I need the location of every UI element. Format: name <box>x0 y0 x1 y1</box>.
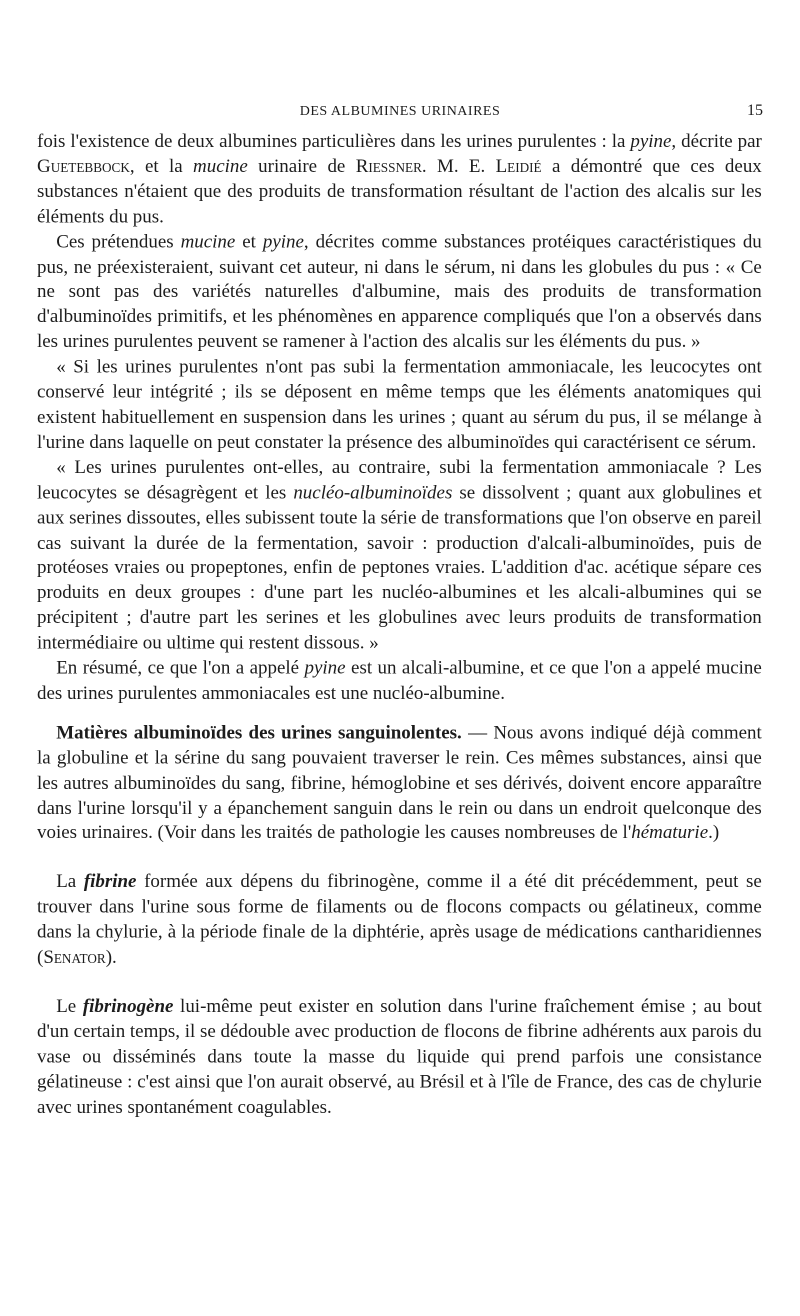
paragraph <box>37 871 762 971</box>
paragraph <box>37 356 762 456</box>
text-run: , décrites comme substances protéiques caractéristiques du pus, ne préexisteraient, suivant cet auteur, ni dans le sérum, ni dans les globules du pus : « Ce ne sont pas des variétés naturelles d'albumine, mais des produits de transformation d'albuminoïdes primitifs, et les phénomènes en apparence compliqués que l'on a observés dans les urines purulentes peuvent se ramener à l'action des alcalis sur les éléments du pus. » <box>37 231 762 353</box>
small-caps-name: Riessner <box>355 156 422 177</box>
running-title: DES ALBUMINES URINAIRES <box>299 104 501 119</box>
body-text <box>37 130 762 1121</box>
text-run: lui-même peut exister en solution dans l'urine fraîchement émise ; au bout d'un certain temps, il se dédouble avec production de flocons de fibrine adhérents aux parois du vase ou disséminés dans toute la masse du liquide qui prend parfois une consistance gélatineuse : c'est ainsi que l'on aurait observé, au Brésil et à l'île de France, des cas de chylurie avec urines spontanément coagulables. <box>37 996 762 1118</box>
bold-italic-term: fibrinogène <box>82 996 174 1017</box>
small-caps-name: Guetebbock <box>37 156 130 177</box>
paragraph <box>37 995 762 1120</box>
bold-heading: Matières albuminoïdes des urines sanguinolentes. <box>56 722 462 744</box>
text-run: Ces prétendues <box>56 231 181 252</box>
text-run: . M. E. <box>421 156 496 177</box>
italic-term: hématurie <box>631 822 709 844</box>
paragraph <box>37 456 762 657</box>
text-run: .) <box>708 822 720 844</box>
italic-term: mucine <box>180 231 236 252</box>
text-run: En résumé, ce que l'on a appelé <box>56 658 305 679</box>
text-run: urinaire de <box>247 156 356 177</box>
italic-term: pyine <box>304 658 346 679</box>
paragraph <box>37 230 762 355</box>
italic-term: pyine <box>630 131 672 152</box>
text-run: a démontré que ces deux substances n'étaient que des produits de transformation résultant de l'action des alcalis sur les éléments du pus. <box>37 156 762 227</box>
bold-italic-term: fibrine <box>83 872 137 893</box>
text-run: « Si les urines purulentes n'ont pas subi la fermentation ammoniacale, les leucocytes ont conservé leur intégrité ; ils se déposent en même temps que les éléments anatomiques qui existent habituellement en suspension dans les urines ; quant au sérum du pus, il se mélange à l'urine dans laquelle on peut constater la présence des albuminoïdes qui caractérisent ce sérum. <box>37 356 762 453</box>
text-run: formée aux dépens du fibrinogène, comme il a été dit précédemment, peut se trouver dans l'urine sous forme de filaments ou de flocons compacts ou gélatineux, comme dans la chylurie, à la période finale de la diphtérie, après usage de médications cantharidiennes ( <box>37 872 762 968</box>
section-paragraph <box>37 721 762 846</box>
running-head <box>37 102 763 126</box>
text-run: « Les urines purulentes ont-elles, au contraire, subi la fermentation ammoniacale ? Les leucocytes se désagrègent et les <box>37 457 762 503</box>
italic-term: pyine <box>262 231 304 252</box>
text-run: est un alcali-albumine, et ce que l'on a appelé mucine des urines purulentes ammoniacales est une nucléo-albumine. <box>37 658 762 704</box>
text-run: — Nous avons indiqué déjà comment la globuline et la sérine du sang pouvaient traverser le rein. Ces mêmes substances, ainsi que les autres albuminoïdes du sang, fibrine, hémoglobine et ses dérivés, doivent encore apparaître dans l'urine lorsqu'il y a épanchement sanguin dans le rein ou dans un endroit quelconque des voies urinaires. (Voir dans les traités de pathologie les causes nombreuses de l' <box>37 722 762 844</box>
text-run: fois l'existence de deux albumines particulières dans les urines purulentes : la <box>37 131 631 152</box>
paragraph <box>37 130 762 230</box>
italic-term: nucléo-albuminoïdes <box>293 482 453 503</box>
text-run: Le <box>56 996 83 1017</box>
text-run: , décrite par <box>671 131 762 152</box>
text-run: , et la <box>129 156 194 177</box>
small-caps-name: Senator <box>43 947 106 968</box>
text-run: La <box>56 872 84 893</box>
text-run: et <box>235 231 263 252</box>
paragraph <box>37 657 762 707</box>
small-caps-name: Leidié <box>495 156 542 177</box>
text-run: se dissolvent ; quant aux globulines et aux serines dissoutes, elles subissent toute la série de transformations que l'on observe en pareil cas suivant la durée de la fermentation, savoir : production d'alcali-albuminoïdes, puis de protéoses vraies ou propeptones, enfin de peptones vraies. L'addition d'ac. acétique sépare ces produits en deux groupes : d'une part les nucléo-albumines et les alcali-albumines qui se précipitent ; d'autre part les serines et les globulines avec leurs produits de transformation intermédiaire ou ultime qui restent dissous. » <box>37 482 762 654</box>
text-run: ). <box>105 947 117 968</box>
italic-term: mucine <box>193 156 248 177</box>
page-number: 15 <box>747 102 763 119</box>
